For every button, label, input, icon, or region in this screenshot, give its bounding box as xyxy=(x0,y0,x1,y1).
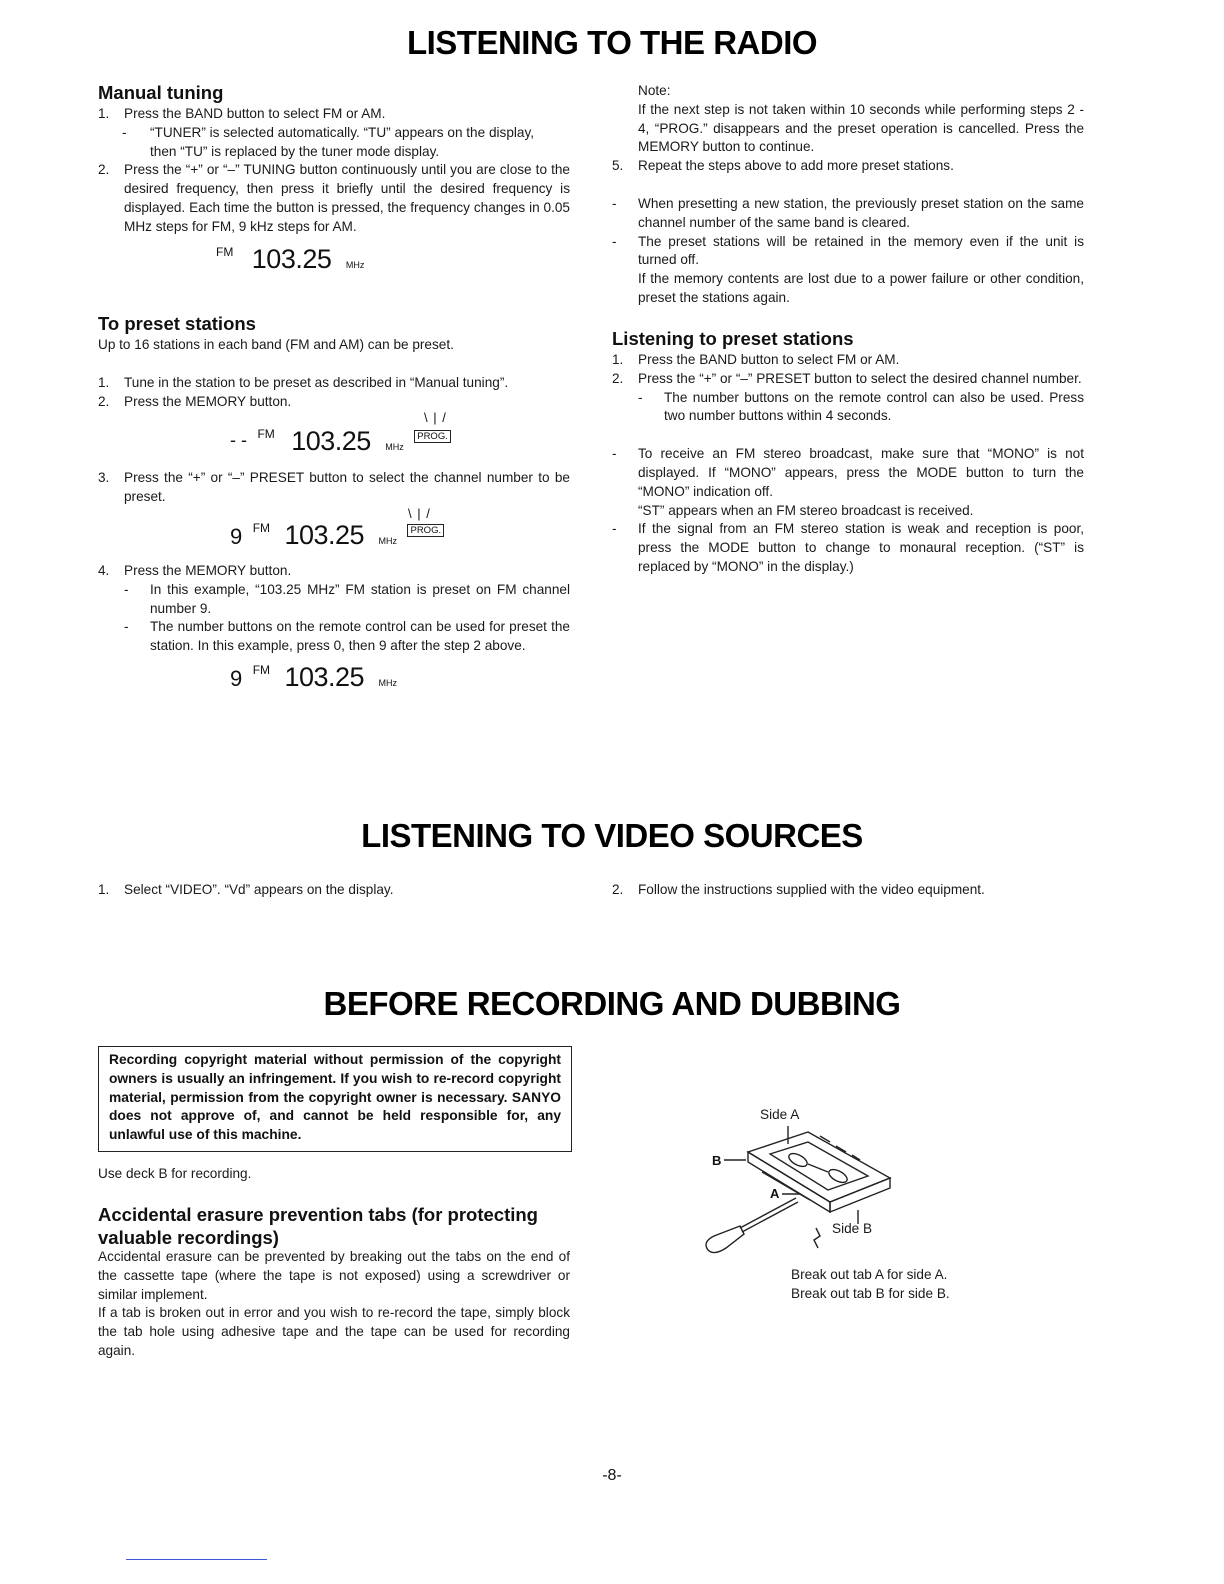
figure-side-b-label: Side B xyxy=(832,1221,873,1236)
preset-step-1: 1. Tune in the station to be preset as described in “Manual tuning”. xyxy=(98,375,509,390)
erasure-tabs-text xyxy=(98,1248,570,1361)
erasure-tabs-heading: Accidental erasure prevention tabs (for protecting valuable recordings) xyxy=(98,1204,538,1248)
page-number: -8- xyxy=(602,1467,622,1484)
figure-caption-1: Break out tab A for side A. xyxy=(791,1267,948,1282)
note-step-5: 5. Repeat the steps above to add more preset stations. xyxy=(612,158,954,174)
preset-step-4: 4. Press the MEMORY button. xyxy=(98,563,292,578)
listening-bullet-2: - If the signal from an FM stereo station is weak and reception is poor, press the MODE button to change to monaural reception. (“ST” is replaced by “MONO” in the display.) xyxy=(612,521,1084,574)
note-text: If the next step is not taken within 10 seconds while performing steps 2 - 4, “PROG.” disappears and the preset operation is cancelled. Press the MEMORY button to continue. xyxy=(638,101,1084,155)
note-label: Note: xyxy=(638,83,671,98)
footer-divider xyxy=(126,1559,267,1560)
display-preset-step-3: 9 $^{FM}$ 103.25 MHz $^{PROG.}$ xyxy=(230,520,444,551)
preset-step-3-block xyxy=(98,469,570,507)
note-bullet-2: - The preset stations will be retained in the memory even if the unit is turned off. If the memory contents are lost due to a power failure or other condition, preset the stations again. xyxy=(612,233,1084,305)
manual-tuning-steps xyxy=(98,105,570,237)
title-recording: BEFORE RECORDING AND DUBBING xyxy=(323,985,901,1022)
cassette-screwdriver-illustration xyxy=(700,1120,910,1260)
deck-b-note: Use deck B for recording. xyxy=(98,1166,252,1181)
listening-step-1: 1. Press the BAND button to select FM or AM. xyxy=(612,352,900,367)
preset-step-4-note-1: - In this example, “103.25 MHz” FM station is preset on FM channel number 9. xyxy=(124,581,570,616)
preset-step-4-note-2: - The number buttons on the remote control can be used for preset the station. In this example, press 0, then 9 after the step 2 above. xyxy=(124,619,570,654)
display-preset-step-4: 9 $^{FM}$ 103.25 MHz xyxy=(230,662,398,692)
listening-step-2-note: - The number buttons on the remote control can also be used. Press two number buttons within 4 seconds. xyxy=(638,389,1084,424)
prog-indicator: PROG. xyxy=(414,430,451,443)
preset-step-3: 3. Press the “+” or “–” PRESET button to select the channel number to be preset. xyxy=(98,470,570,504)
listening-step-2: 2. Press the “+” or “–” PRESET button to select the desired channel number. xyxy=(612,370,1082,386)
manual-tuning-heading: Manual tuning xyxy=(98,82,224,103)
prog-flash-indicator-2: \ | / xyxy=(408,506,431,521)
manual-step-1-note: - “TUNER” is selected automatically. “TU” appears on the display, then “TU” is replaced by the tuner mode display. xyxy=(122,124,535,159)
figure-side-a-label: Side A xyxy=(760,1107,800,1122)
video-step-2: 2. Follow the instructions supplied with the video equipment. xyxy=(612,882,985,897)
preset-intro: Up to 16 stations in each band (FM and AM) can be preset. xyxy=(98,337,454,352)
figure-tab-a-label: A xyxy=(770,1186,780,1201)
listening-preset-block xyxy=(612,351,1084,577)
prog-flash-indicator: \ | / xyxy=(424,410,447,425)
preset-heading: To preset stations xyxy=(98,313,256,334)
display-preset-step-2: - - $^{FM}$ 103.25 MHz $^{PROG.}$ xyxy=(230,426,451,457)
title-video: LISTENING TO VIDEO SOURCES xyxy=(361,817,863,854)
title-radio: LISTENING TO THE RADIO xyxy=(406,24,818,61)
erasure-tabs-paragraph-1: Accidental erasure can be prevented by breaking out the tabs on the end of the cassette tape (where the tape is not exposed) using a screwdriver or similar implement. xyxy=(98,1249,570,1302)
note-block xyxy=(612,82,1084,308)
note-bullet-1: - When presetting a new station, the previously preset station on the same channel number of the same band is cleared. xyxy=(612,195,1084,230)
video-step-1: 1. Select “VIDEO”. “Vd” appears on the display. xyxy=(98,882,394,897)
figure-tab-b-label: B xyxy=(712,1153,722,1168)
figure-caption-2: Break out tab B for side B. xyxy=(791,1286,950,1301)
copyright-warning-box: Recording copyright material without permission of the copyright owners is usually an infringement. If you wish to re-record copyright material, permission from the copyright owner is necessary. SANYO does not approve of, and cannot be held responsible for, any unlawful use of this machine. xyxy=(98,1046,572,1152)
erasure-tabs-paragraph-2: If a tab is broken out in error and you wish to re-record the tape, simply block the tab hole using adhesive tape and the tape can be used for recording again. xyxy=(98,1305,570,1358)
manual-step-2: 2. Press the “+” or “–” TUNING button continuously until you are close to the desired frequency, then press it briefly until the desired frequency is displayed. Each time the button is pressed, the frequency changes in 0.05 MHz steps for FM, 9 kHz steps for AM. xyxy=(98,162,570,234)
prog-indicator-2: PROG. xyxy=(407,524,444,537)
preset-step-2: 2. Press the MEMORY button. xyxy=(98,393,292,409)
listening-preset-heading: Listening to preset stations xyxy=(612,328,854,349)
manual-step-1: 1. Press the BAND button to select FM or AM. xyxy=(98,106,386,121)
display-manual-tuning: $^{FM}$ 103.25 MHz xyxy=(216,244,365,274)
listening-bullet-1: - To receive an FM stereo broadcast, make sure that “MONO” is not displayed. If “MONO” appears, press the MODE button to turn the “MONO” indication off. “ST” appears when an FM stereo broadcast is received. xyxy=(612,446,1084,518)
preset-steps-1-2 xyxy=(98,374,570,412)
preset-step-4-block xyxy=(98,562,570,656)
